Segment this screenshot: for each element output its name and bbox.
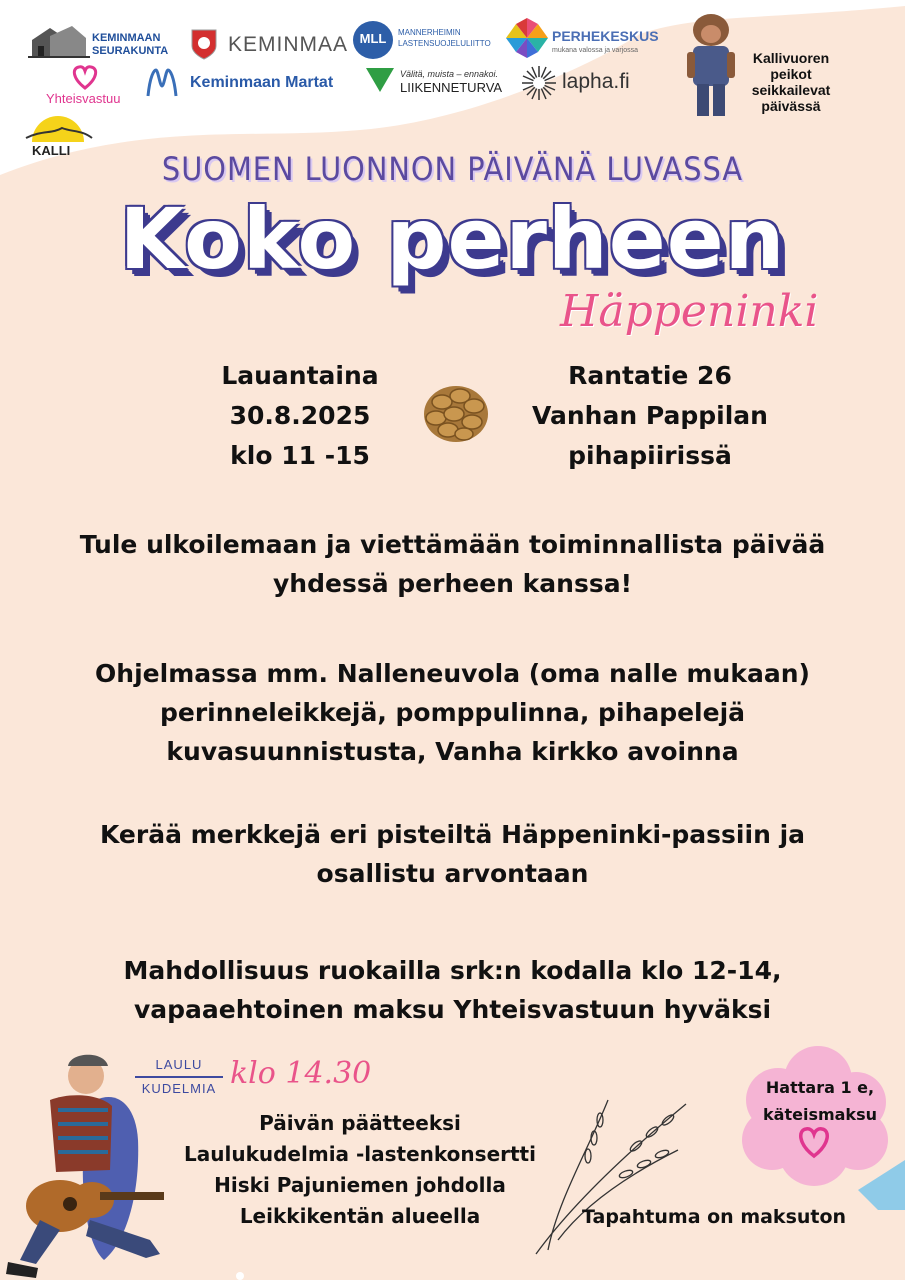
lapha-sunburst-icon <box>520 64 558 102</box>
kalli-sun-icon <box>22 108 94 144</box>
liikenneturva-logo-text: LIIKENNETURVA <box>400 80 503 95</box>
kallivuori-caption: Kallivuoren peikot seikkailevat päivässä <box>751 50 831 114</box>
laulukudelmia-rule <box>135 1076 223 1078</box>
laulukudelmia-line1: LAULU <box>155 1057 203 1072</box>
wheat-drawing-icon <box>528 1090 698 1260</box>
event-when <box>190 356 410 476</box>
event-address: Rantatie 26 <box>568 361 732 390</box>
kalli-logo-text: KALLI <box>32 143 71 158</box>
concert-line-1: Päivän päätteeksi <box>259 1111 461 1135</box>
troll-figure-image <box>683 12 739 120</box>
yhteisvastuu-heart-icon <box>70 64 100 90</box>
concert-line-2: Laulukudelmia -lastenkonsertti <box>184 1142 536 1166</box>
event-venue-area: pihapiirissä <box>568 441 732 470</box>
perhekeskus-logo-text: PERHEKESKUS <box>552 28 659 44</box>
laulukudelmia-logo <box>135 1057 223 1097</box>
martat-logo-text: Keminmaan Martat <box>190 74 334 91</box>
laulukudelmia-line2: KUDELMIA <box>141 1081 217 1096</box>
event-day: Lauantaina <box>221 361 379 390</box>
concert-line-3: Hiski Pajuniemen johdolla <box>214 1173 506 1197</box>
event-subtitle-script: Häppeninki <box>560 286 819 337</box>
yhteisvastuu-logo-text: Yhteisvastuu <box>46 91 121 106</box>
event-where <box>500 356 800 476</box>
event-kicker: SUOMEN LUONNON PÄIVÄNÄ LUVASSA <box>161 150 744 188</box>
event-time: klo 11 -15 <box>230 441 370 470</box>
keminmaa-crest-icon <box>190 28 218 60</box>
martat-m-icon <box>144 66 180 100</box>
lapha-logo-text: lapha.fi <box>562 70 630 93</box>
concert-time: klo 14.30 <box>230 1056 372 1091</box>
event-date: 30.8.2025 <box>229 401 371 430</box>
mll-name: MANNERHEIMIN LASTENSUOJELULIITTO <box>398 28 491 48</box>
event-title: Koko perheen <box>119 190 786 288</box>
program-paragraph: Ohjelmassa mm. Nalleneuvola (oma nalle mukaan) perinneleikkejä, pomppulinna, pihapelejä kuvasuunnistusta, Vanha kirkko avoinna <box>95 659 810 766</box>
liikenneturva-slogan: Välitä, muista – ennakoi. <box>400 69 499 79</box>
mll-abbr: MLL <box>359 31 387 46</box>
liikenneturva-check-icon <box>364 64 396 94</box>
church-logo-icon <box>28 22 90 58</box>
pinecone-icon <box>420 376 492 448</box>
food-paragraph: Mahdollisuus ruokailla srk:n kodalla klo 12-14, vapaaehtoinen maksu Yhteisvastuun hyväksi <box>123 956 782 1024</box>
event-venue: Vanhan Pappilan <box>532 401 768 430</box>
perhekeskus-subtitle: mukana valossa ja varjossa <box>552 47 638 54</box>
perhekeskus-flower-icon <box>504 16 550 60</box>
concert-line-4: Leikkikentän alueella <box>239 1204 481 1228</box>
hattara-text: Hattara 1 e, käteismaksu <box>763 1078 877 1124</box>
yhteisvastuu-heart-small-icon <box>794 1124 834 1160</box>
free-event-text: Tapahtuma on maksuton <box>582 1206 847 1228</box>
passport-paragraph: Kerää merkkejä eri pisteiltä Häppeninki-passiin ja osallistu arvontaan <box>99 820 806 888</box>
keminmaa-logo-text: KEMINMAA <box>228 33 349 56</box>
intro-paragraph: Tule ulkoilemaan ja viettämään toiminnallista päivää yhdessä perheen kanssa! <box>79 530 826 598</box>
concert-info <box>160 1108 560 1232</box>
seurakunta-logo-text: KEMINMAAN SEURAKUNTA <box>92 32 169 57</box>
